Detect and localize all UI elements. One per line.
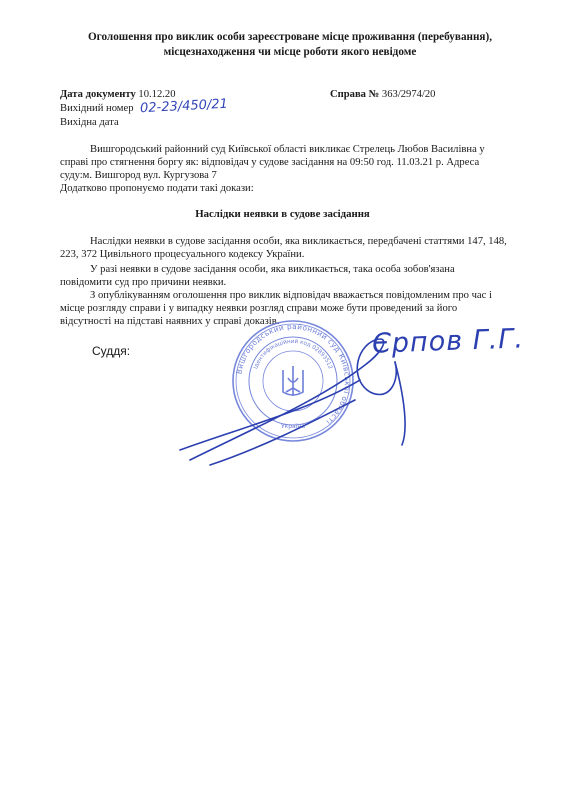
section-title: Наслідки неявки в судове засідання xyxy=(195,208,370,220)
stamp-inner-text: Ідентифікаційний код 02893512 xyxy=(253,338,333,371)
outgoing-number-handwritten: 02-23/450/21 xyxy=(139,96,229,117)
summons-line-1: Вишгородський районний суд Київської області викликає Стрелець Любов Василівна у xyxy=(90,144,485,155)
summons-line-2: справі про стягнення боргу як: відповідач у судове засідання на 09:50 год. 11.03.21 р. Адреса xyxy=(60,157,480,168)
consequences-line-2: 223, 372 Цивільного процесуального кодексу України. xyxy=(60,249,305,260)
doc-date-value: 10.12.20 xyxy=(138,89,176,100)
stamp-bottom-text: Україна xyxy=(280,423,306,430)
handwritten-signature-name: Єрпов Г.Г. xyxy=(371,323,525,360)
title-line-2: місцезнаходження чи місце роботи якого невідоме xyxy=(163,46,417,58)
case-number-row xyxy=(330,88,435,102)
publication-line-1: З опублікуванням оголошення про виклик відповідач вважається повідомленим про час і xyxy=(90,290,492,301)
judge-label: Суддя: xyxy=(92,344,131,358)
stamp-ring-text: Вишгородський районний суд Київської області xyxy=(234,321,353,427)
publication-line-3: відсутності на підставі наявних у справі доказів. xyxy=(60,316,280,327)
doc-date-label: Дата документу xyxy=(60,89,136,100)
case-value: 363/2974/20 xyxy=(381,89,436,100)
document-title xyxy=(60,30,520,60)
absence-line-1: У разі неявки в судове засідання особи, яка викликається, така особа зобов'язана xyxy=(90,264,455,275)
consequences-line-1: Наслідки неявки в судове засідання особи, яка викликається, передбачені статтями 147, 148, xyxy=(90,236,507,247)
absence-line-2: повідомити суд про причини неявки. xyxy=(60,277,227,288)
outgoing-number-label: Вихідний номер xyxy=(60,103,134,114)
outgoing-date-label: Вихідна дата xyxy=(60,117,119,128)
publication-line-2: місце розгляду справи і у випадку неявки розгляд справи може бути проведений за його xyxy=(60,303,458,314)
summons-line-3: суду:м. Вишгород вул. Кургузова 7 xyxy=(60,170,217,181)
case-label: Справа № xyxy=(330,89,380,100)
evidence-line: Додатково пропонуємо подати такі докази: xyxy=(60,183,254,194)
title-line-1: Оголошення про виклик особи зареєстроване місце проживання (перебування), xyxy=(87,31,493,43)
outgoing-number-row xyxy=(60,102,134,116)
